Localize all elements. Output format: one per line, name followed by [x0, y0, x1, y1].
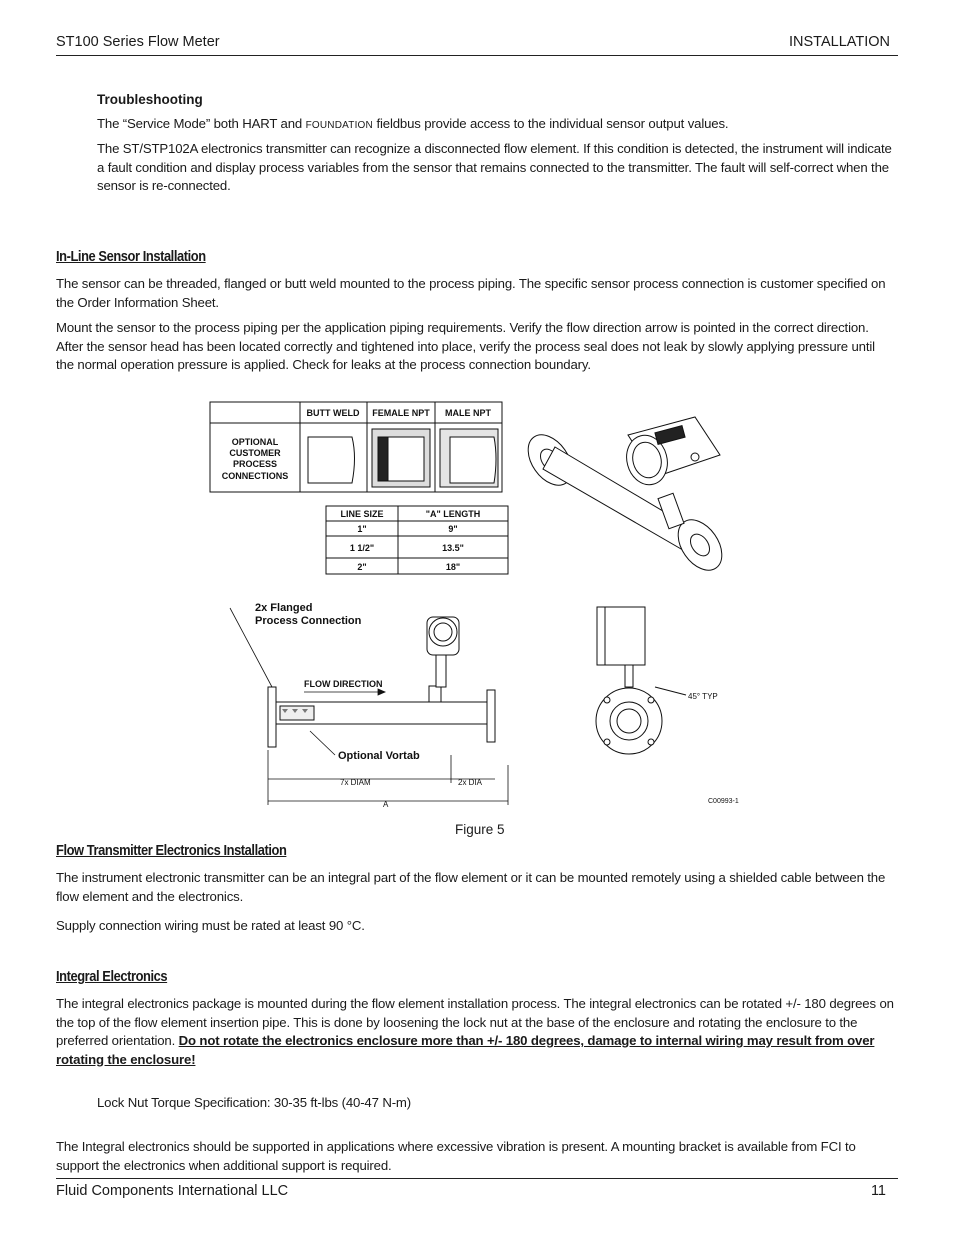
a-length-header: "A" LENGTH [425, 509, 481, 519]
header-rule [56, 55, 898, 56]
header-title: ST100 Series Flow Meter [56, 34, 220, 50]
transmitter-heading: Flow Transmitter Electronics Installation [56, 842, 287, 859]
header-butt-weld: BUTT WELD [306, 408, 360, 418]
conn-label-2: CUSTOMER [229, 448, 281, 458]
dim-a-label: A [383, 800, 389, 809]
flow-direction-label: FLOW DIRECTION [304, 679, 383, 689]
size-row-2: 1 1/2" [349, 543, 375, 553]
transmitter-para-2: Supply connection wiring must be rated at least 90 °C. [56, 918, 365, 933]
flanged-label-1: 2x Flanged [255, 602, 313, 614]
line-size-header: LINE SIZE [340, 509, 384, 519]
rotation-warning: Do not rotate the electronics enclosure more than +/- 180 degrees, damage to internal wiring may result from over rotating the enclosure! [56, 1033, 875, 1067]
length-row-1: 9" [448, 524, 458, 534]
inline-para-2: Mount the sensor to the process piping per the application piping requirements. Verify the flow direction arrow is pointed in the correct direction. After the sensor head has been located correctly and tightened into place, verify the process seal does not leak by slowly applying pressure until the normal operation pressure is applied. Check for leaks at the process connection boundary. [56, 320, 875, 372]
flanged-label-2: Process Connection [255, 615, 362, 627]
conn-label-3: PROCESS [232, 459, 278, 469]
inline-heading: In-Line Sensor Installation [56, 248, 206, 265]
conn-label-1: OPTIONAL [231, 437, 279, 447]
butt-weld-icon [308, 437, 355, 483]
integral-para-1: The integral electronics package is mounted during the flow element installation process. The integral electronics can be rotated +/- 180 degrees on the top of the flow element insertion pipe. This is done by loosening the lock nut at the base of the enclosure and rotating the enclosure to the preferred orientation. Do not rotate the electronics enclosure more than +/- 180 degrees, damage to internal wiring may result from over rotating the enclosure! [56, 996, 894, 1067]
torque-spec: Lock Nut Torque Specification: 30-35 ft-lbs (40-47 N-m) [97, 1095, 412, 1110]
size-row-3: 2" [357, 562, 367, 572]
page-footer [56, 1183, 890, 1199]
end-view-drawing [596, 607, 686, 754]
figure-caption: Figure 5 [455, 822, 505, 837]
integral-para-2: The Integral electronics should be supported in applications where excessive vibration is present. A mounting bracket is available from FCI to support the electronics when additional support is required. [56, 1139, 856, 1173]
header-female-npt: FEMALE NPT [372, 408, 430, 418]
size-row-1: 1" [357, 524, 367, 534]
page-number: 11 [870, 1183, 886, 1199]
length-row-2: 13.5" [442, 543, 464, 553]
figure-5-drawing [200, 395, 760, 815]
vortab-label: Optional Vortab [338, 750, 420, 762]
integral-heading: Integral Electronics [56, 968, 168, 985]
transmitter-para-1: The instrument electronic transmitter can be an integral part of the flow element or it can be mounted remotely using a shielded cable between the flow element and the electronics. [56, 870, 886, 904]
troubleshooting-para-2: The ST/STP102A electronics transmitter can recognize a disconnected flow element. If this condition is detected, the instrument will indicate a fault condition and display process variables from the sensor that remains connected to the transmitter. The fault will self-correct when the sensor is re-connected. [97, 141, 892, 193]
header-male-npt: MALE NPT [445, 408, 491, 418]
dim-2x-label: 2x DIA [458, 778, 483, 787]
dim-7x-label: 7x DIAM [340, 778, 371, 787]
length-row-3: 18" [445, 562, 461, 572]
footer-rule [56, 1178, 898, 1179]
header-section: INSTALLATION [789, 34, 890, 50]
footer-company: Fluid Components International LLC [56, 1183, 289, 1199]
troubleshooting-para-1: The “Service Mode” both HART and FOUNDATION fieldbus provide access to the individual sensor output values. [97, 116, 729, 131]
inline-para-1: The sensor can be threaded, flanged or butt weld mounted to the process piping. The specific sensor process connection is customer specified on the Order Information Sheet. [56, 276, 886, 310]
isometric-meter-drawing [519, 417, 731, 578]
drawing-number: C00993-1 [708, 798, 739, 805]
angle-label: 45° TYP [688, 692, 718, 701]
conn-label-4: CONNECTIONS [221, 471, 289, 481]
page-header [56, 34, 890, 54]
vortab-leader-line [310, 731, 335, 755]
troubleshooting-heading: Troubleshooting [97, 92, 203, 107]
